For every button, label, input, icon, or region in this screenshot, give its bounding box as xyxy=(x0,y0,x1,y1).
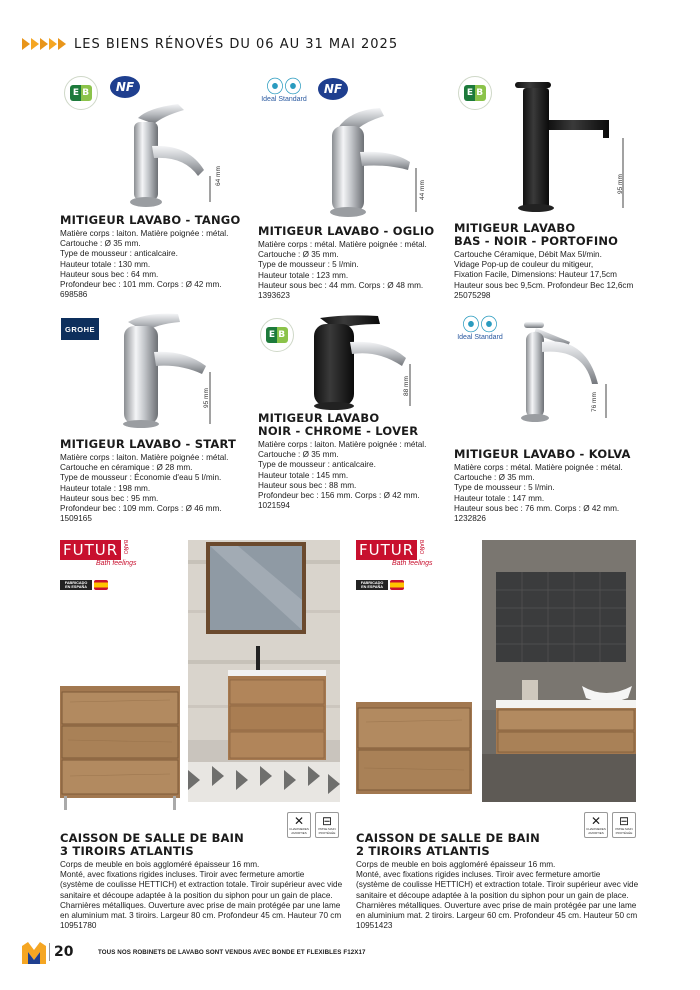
hinge-icon: ✕ xyxy=(293,814,305,828)
hinge-icon: ✕ xyxy=(590,814,602,828)
product-card xyxy=(258,225,448,301)
dimension-label: 64 mm xyxy=(215,166,222,186)
product-title: MITIGEUR LAVABO - START xyxy=(60,437,237,451)
dimension-label: 44 mm xyxy=(419,180,426,200)
eb-label-icon: E B xyxy=(64,76,98,110)
spain-flag-icon xyxy=(390,580,404,590)
ideal-standard-logo-icon: ⦿⦿ Ideal Standard xyxy=(261,77,307,103)
cabinet-2-drawers-image xyxy=(356,702,474,798)
faucet-lover-image xyxy=(306,312,426,412)
product-card xyxy=(454,448,654,524)
drawer-icon: ⊟ xyxy=(321,814,333,828)
dimension-label: 88 mm xyxy=(403,376,410,396)
soft-close-hinge-badge: ✕ CHARNIERES AMORTIES xyxy=(584,812,608,838)
futur-tagline: Bath feelings xyxy=(392,560,433,567)
page-number: 20 xyxy=(54,944,74,960)
footer-divider xyxy=(49,943,50,961)
cabinet-card xyxy=(356,832,656,931)
cabinet-description: Corps de meuble en bois aggloméré épaisseur 16 mm. Monté, avec fixations rigides incluses. Tiroir avec fermeture amortie (système de coulisse HETTICH) et extraction totale. Tiroir supérieur avec vide sanitaire et découpe adaptée à la position du siphon pour un gain de place. Charnières métalliques. Ouverture avec prise de main protégée par une lame en aluminium mat. 2 tiroirs. Largeur 60 cm. Profondeur 45 cm. Hauteur 50 cm 10951423 xyxy=(356,860,639,931)
eb-label-icon: E B xyxy=(458,76,492,110)
nf-logo-icon: NF xyxy=(318,78,348,100)
spain-flag-icon xyxy=(94,580,108,590)
eb-label-icon: E B xyxy=(260,318,294,352)
product-description: Cartouche Céramique, Débit Max 5l/min. Vidage Pop-up de couleur du mitigeur, Fixation Facile, Dimensions: Hauteur 17,5cm Hauteur sous bec 9,5cm. Profondeur Bec 12,6cm 25075298 xyxy=(454,250,634,300)
page-title: LES BIENS RÉNOVÉS DU 06 AU 31 MAI 2025 xyxy=(74,36,399,52)
product-description: Matière corps : métal. Matière poignée : métal. Cartouche : Ø 35 mm. Type de mousseur : 5 l/min. Hauteur totale : 147 mm. Hauteur sous bec : 76 mm. Corps : Ø 42 mm. 1232826 xyxy=(454,463,623,524)
futur-tagline: Bath feelings xyxy=(96,560,137,567)
product-card xyxy=(258,412,448,511)
grohe-logo-icon: GROHE xyxy=(61,318,99,340)
futur-logo-icon: FUTUR BAÑO xyxy=(60,540,128,560)
cabinet-title: CAISSON DE SALLE DE BAIN 3 TIROIRS ATLANTIS xyxy=(60,831,244,858)
product-title: MITIGEUR LAVABO - TANGO xyxy=(60,213,241,227)
made-in-spain-badge: FABRICADO EN ESPAÑA xyxy=(356,580,404,590)
faucet-portofino-image xyxy=(505,76,635,214)
cabinet-title: CAISSON DE SALLE DE BAIN 2 TIROIRS ATLANTIS xyxy=(356,831,540,858)
bathroom-scene-image xyxy=(188,540,340,802)
product-description: Matière corps : métal. Matière poignée : métal. Cartouche : Ø 35 mm. Type de mousseur : 5 l/min. Hauteur totale : 123 mm. Hauteur sous bec : 44 mm. Corps : Ø 48 mm. 1393623 xyxy=(258,240,427,301)
dimension-label: 95 mm xyxy=(617,174,624,194)
futur-logo-icon: FUTUR BAÑO xyxy=(356,540,424,560)
protected-handle-badge: ⊟ PRISE MAIN PROTÉGÉE xyxy=(315,812,339,838)
brand-m-logo-icon xyxy=(22,942,46,964)
product-card xyxy=(454,222,654,301)
cabinet-card xyxy=(60,832,350,931)
arrows-icon xyxy=(22,38,66,50)
product-card xyxy=(60,438,250,524)
cabinet-3-drawers-image xyxy=(60,686,182,812)
product-title: MITIGEUR LAVABO - OGLIO xyxy=(258,224,435,238)
dimension-label: 95 mm xyxy=(203,388,210,408)
nf-logo-icon: NF xyxy=(110,76,140,98)
faucet-start-image xyxy=(116,308,226,428)
product-description: Matière corps : laiton. Matière poignée : métal. Cartouche : Ø 35 mm. Type de mousseur : anticalcaire. Hauteur totale : 130 mm. Hauteur sous bec : 64 mm. Profondeur bec : 101 mm. Corps : Ø 42 mm. 698586 xyxy=(60,229,229,300)
cabinet-description: Corps de meuble en bois aggloméré épaisseur 16 mm. Monté, avec fixations rigides incluses. Tiroir avec fermeture amortie (système de coulisse HETTICH) et extraction totale. Tiroir supérieur avec vide sanitaire et découpe adaptée à la position du siphon pour un gain de place. Charnières métalliques. Ouverture avec prise de main protégée par une lame en aluminium mat. 3 tiroirs. Largeur 80 cm. Profondeur 45 cm. Hauteur 70 cm 10951780 xyxy=(60,860,343,931)
drawer-icon: ⊟ xyxy=(618,814,630,828)
product-title: MITIGEUR LAVABO BAS - NOIR - PORTOFINO xyxy=(454,221,619,248)
faucet-tango-image xyxy=(118,98,228,210)
footer-note: TOUS NOS ROBINETS DE LAVABO SONT VENDUS AVEC BONDE ET FLEXIBLES F12X17 xyxy=(98,949,366,956)
protected-handle-badge: ⊟ PRISE MAIN PROTÉGÉE xyxy=(612,812,636,838)
bathroom-scene-image xyxy=(482,540,636,802)
dimension-label: 76 mm xyxy=(591,392,598,412)
faucet-oglio-image xyxy=(320,100,430,218)
product-title: MITIGEUR LAVABO NOIR - CHROME - LOVER xyxy=(258,411,419,438)
page-header xyxy=(22,34,398,54)
product-description: Matière corps : laiton. Matière poignée : métal. Cartouche : Ø 35 mm. Type de mousseur : anticalcaire. Hauteur totale : 145 mm. Hauteur sous bec : 88 mm. Profondeur bec : 156 mm. Corps : Ø 42 mm. 1021594 xyxy=(258,440,427,511)
made-in-spain-badge: FABRICADO EN ESPAÑA xyxy=(60,580,108,590)
soft-close-hinge-badge: ✕ CHARNIERES AMORTIES xyxy=(287,812,311,838)
ideal-standard-logo-icon: ⦿⦿ Ideal Standard xyxy=(457,315,503,341)
product-description: Matière corps : laiton. Matière poignée : métal. Cartouche en céramique : Ø 28 mm. Type de mousseur : Économie d'eau 5 l/min. Hauteur totale : 198 mm. Hauteur sous bec : 95 mm. Profondeur bec : 109 mm. Corps : Ø 46 mm. 1509165 xyxy=(60,453,229,524)
faucet-kolva-image xyxy=(514,318,624,426)
product-card xyxy=(60,214,250,300)
product-title: MITIGEUR LAVABO - KOLVA xyxy=(454,447,631,461)
